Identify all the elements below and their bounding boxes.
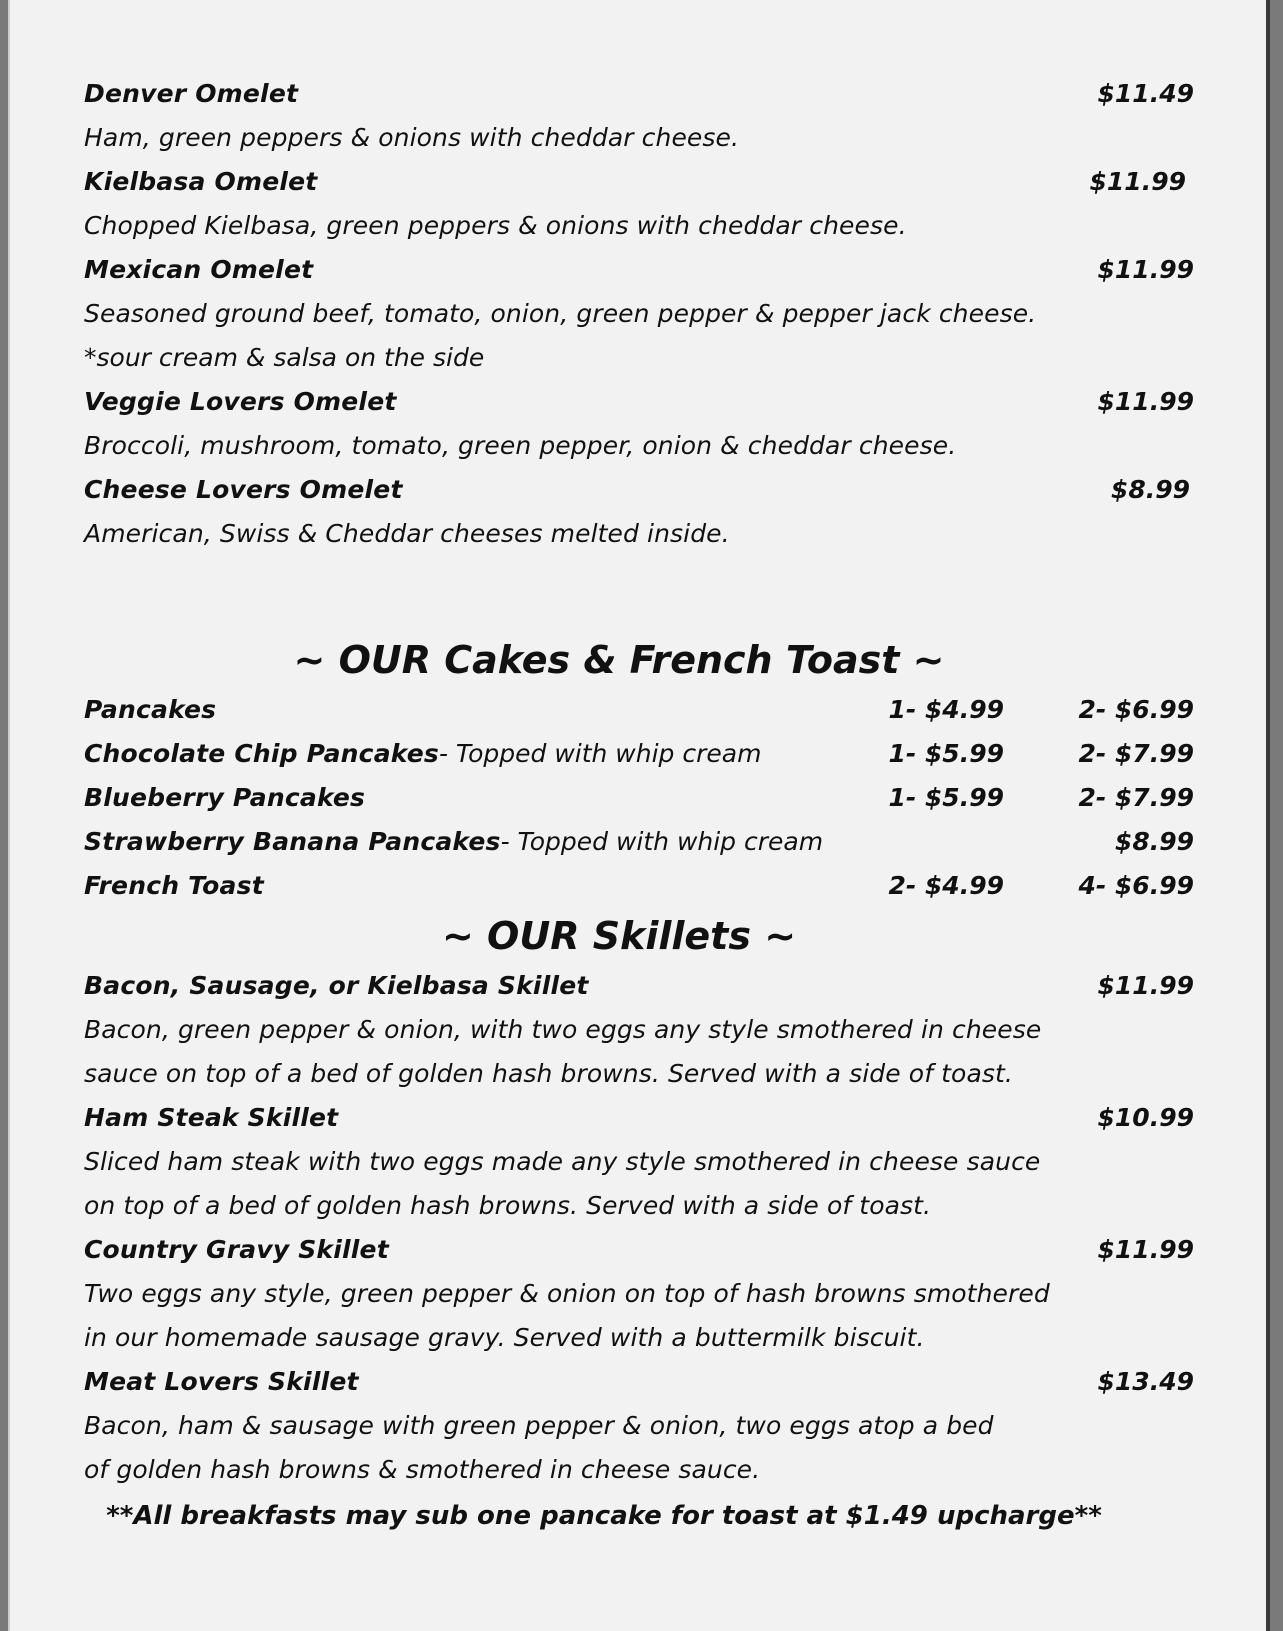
section-spacer [84,556,1194,632]
item-description: in our homemade sausage gravy. Served with a buttermilk biscuit. [84,1323,925,1352]
item-price: $11.49 [1097,79,1194,108]
item-price: $11.99 [1089,167,1186,196]
item-price: $8.99 [1114,827,1194,856]
item-price-single: 2- $4.99 [888,871,1004,900]
omelet-item [84,468,1194,556]
item-price-single: 1- $4.99 [888,695,1004,724]
item-price-single: 1- $5.99 [888,739,1004,768]
cakes-item [84,864,1194,908]
skillet-item [84,1096,1194,1228]
item-price-double: 2- $7.99 [1078,739,1194,768]
item-name: Blueberry Pancakes [84,783,366,812]
menu-page [8,0,1270,1631]
item-description: of golden hash browns & smothered in cheese sauce. [84,1455,761,1484]
omelet-item [84,380,1194,468]
item-price: $11.99 [1097,255,1194,284]
item-name: Meat Lovers Skillet [84,1367,359,1396]
cakes-item [84,776,1194,820]
item-suffix: - Topped with whip cream [438,739,762,768]
skillet-header [84,964,1194,1008]
item-description: Bacon, ham & sausage with green pepper & onion, two eggs atop a bed [84,1411,994,1440]
item-description: Broccoli, mushroom, tomato, green pepper, onion & cheddar cheese. [84,431,957,460]
item-price: $11.99 [1097,1235,1194,1264]
item-description: Sliced ham steak with two eggs made any style smothered in cheese sauce [84,1147,1041,1176]
item-description: American, Swiss & Cheddar cheeses melted inside. [84,519,730,548]
cakes-item [84,732,1194,776]
item-name: Ham Steak Skillet [84,1103,339,1132]
item-name: Strawberry Banana Pancakes [84,827,501,856]
section-heading-skillets: ~ OUR Skillets ~ [441,914,797,958]
item-description: Ham, green peppers & onions with cheddar cheese. [84,123,740,152]
item-price: $13.49 [1097,1367,1194,1396]
omelet-item [84,248,1194,380]
item-name: Pancakes [84,695,217,724]
item-name: Chocolate Chip Pancakes [84,739,439,768]
item-name: Denver Omelet [84,79,299,108]
item-note: *sour cream & salsa on the side [84,343,485,372]
item-name: Country Gravy Skillet [84,1235,389,1264]
item-name: Bacon, Sausage, or Kielbasa Skillet [84,971,589,1000]
skillet-item [84,964,1194,1096]
item-price-double: 4- $6.99 [1078,871,1194,900]
item-name: Mexican Omelet [84,255,314,284]
omelet-header [84,72,1194,116]
menu-content [84,72,1194,1540]
omelet-header [84,248,1194,292]
item-description: Bacon, green pepper & onion, with two eggs any style smothered in cheese [84,1015,1042,1044]
omelet-header [84,468,1194,512]
item-description: Two eggs any style, green pepper & onion on top of hash browns smothered [84,1279,1050,1308]
item-price-double: 2- $7.99 [1078,783,1194,812]
item-suffix: - Topped with whip cream [500,827,824,856]
item-price: $11.99 [1097,971,1194,1000]
item-description: sauce on top of a bed of golden hash browns. Served with a side of toast. [84,1059,1013,1088]
item-description: on top of a bed of golden hash browns. Served with a side of toast. [84,1191,932,1220]
item-description: Chopped Kielbasa, green peppers & onions with cheddar cheese. [84,211,907,240]
item-name: Cheese Lovers Omelet [84,475,403,504]
omelet-item [84,160,1194,248]
cakes-item [84,688,1194,732]
item-price-single: 1- $5.99 [888,783,1004,812]
omelet-header [84,160,1194,204]
cakes-item [84,820,1194,864]
skillet-item [84,1360,1194,1492]
omelet-item [84,72,1194,160]
section-heading-cakes: ~ OUR Cakes & French Toast ~ [293,638,945,682]
item-price: $10.99 [1097,1103,1194,1132]
item-name: Veggie Lovers Omelet [84,387,397,416]
upcharge-note: **All breakfasts may sub one pancake for toast at $1.49 upcharge** [106,1501,1102,1531]
item-price-double: 2- $6.99 [1078,695,1194,724]
skillet-item [84,1228,1194,1360]
item-price: $8.99 [1110,475,1190,504]
item-name: French Toast [84,871,264,900]
item-price: $11.99 [1097,387,1194,416]
skillet-header [84,1228,1194,1272]
skillet-header [84,1096,1194,1140]
item-description: Seasoned ground beef, tomato, onion, green pepper & pepper jack cheese. [84,299,1037,328]
skillet-header [84,1360,1194,1404]
omelet-header [84,380,1194,424]
item-name: Kielbasa Omelet [84,167,318,196]
